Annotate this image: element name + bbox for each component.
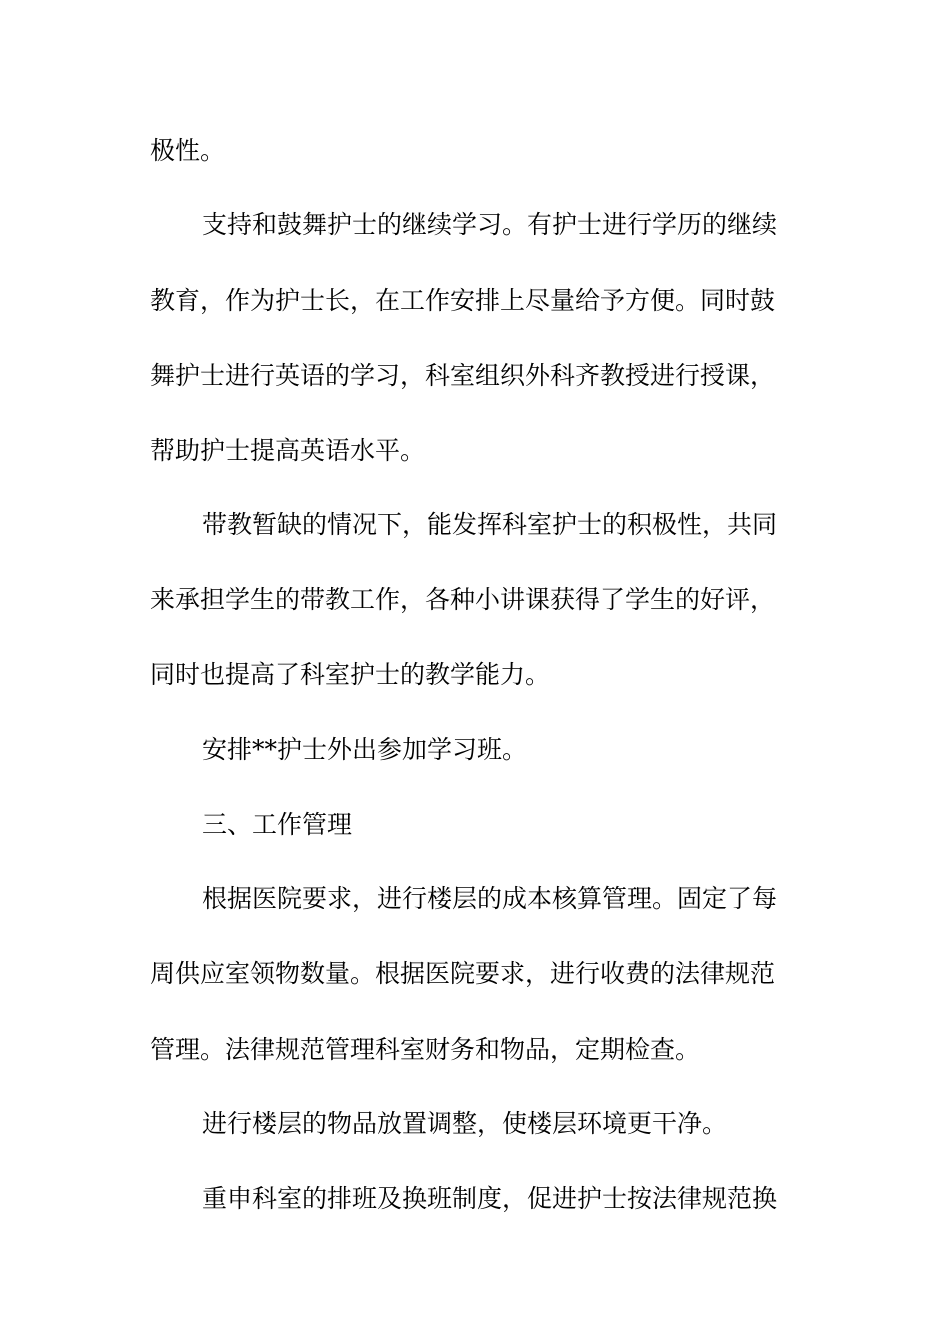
paragraph-line: 安排**护士外出参加学习班。 (202, 735, 528, 764)
section-heading: 三、工作管理 (202, 810, 353, 839)
paragraph-line: 同时也提高了科室护士的教学能力。 (150, 660, 551, 689)
paragraph-line: 极性。 (150, 136, 226, 165)
paragraph-line: 周供应室领物数量。根据医院要求，进行收费的法律规范 (150, 959, 776, 988)
paragraph-line: 支持和鼓舞护士的继续学习。有护士进行学历的继续 (202, 210, 778, 239)
paragraph-line: 管理。法律规范管理科室财务和物品，定期检查。 (150, 1035, 701, 1064)
paragraph-line: 教育，作为护士长，在工作安排上尽量给予方便。同时鼓 (150, 286, 776, 315)
paragraph-line: 来承担学生的带教工作，各种小讲课获得了学生的好评， (150, 585, 776, 614)
paragraph-line: 根据医院要求，进行楼层的成本核算管理。固定了每 (202, 884, 778, 913)
paragraph-line: 带教暂缺的情况下，能发挥科室护士的积极性，共同 (202, 510, 778, 539)
paragraph-line: 舞护士进行英语的学习，科室组织外科齐教授进行授课， (150, 361, 776, 390)
paragraph-line: 帮助护士提高英语水平。 (150, 436, 426, 465)
paragraph-line: 进行楼层的物品放置调整，使楼层环境更干净。 (202, 1109, 728, 1138)
paragraph-line: 重申科室的排班及换班制度，促进护士按法律规范换 (202, 1184, 778, 1213)
